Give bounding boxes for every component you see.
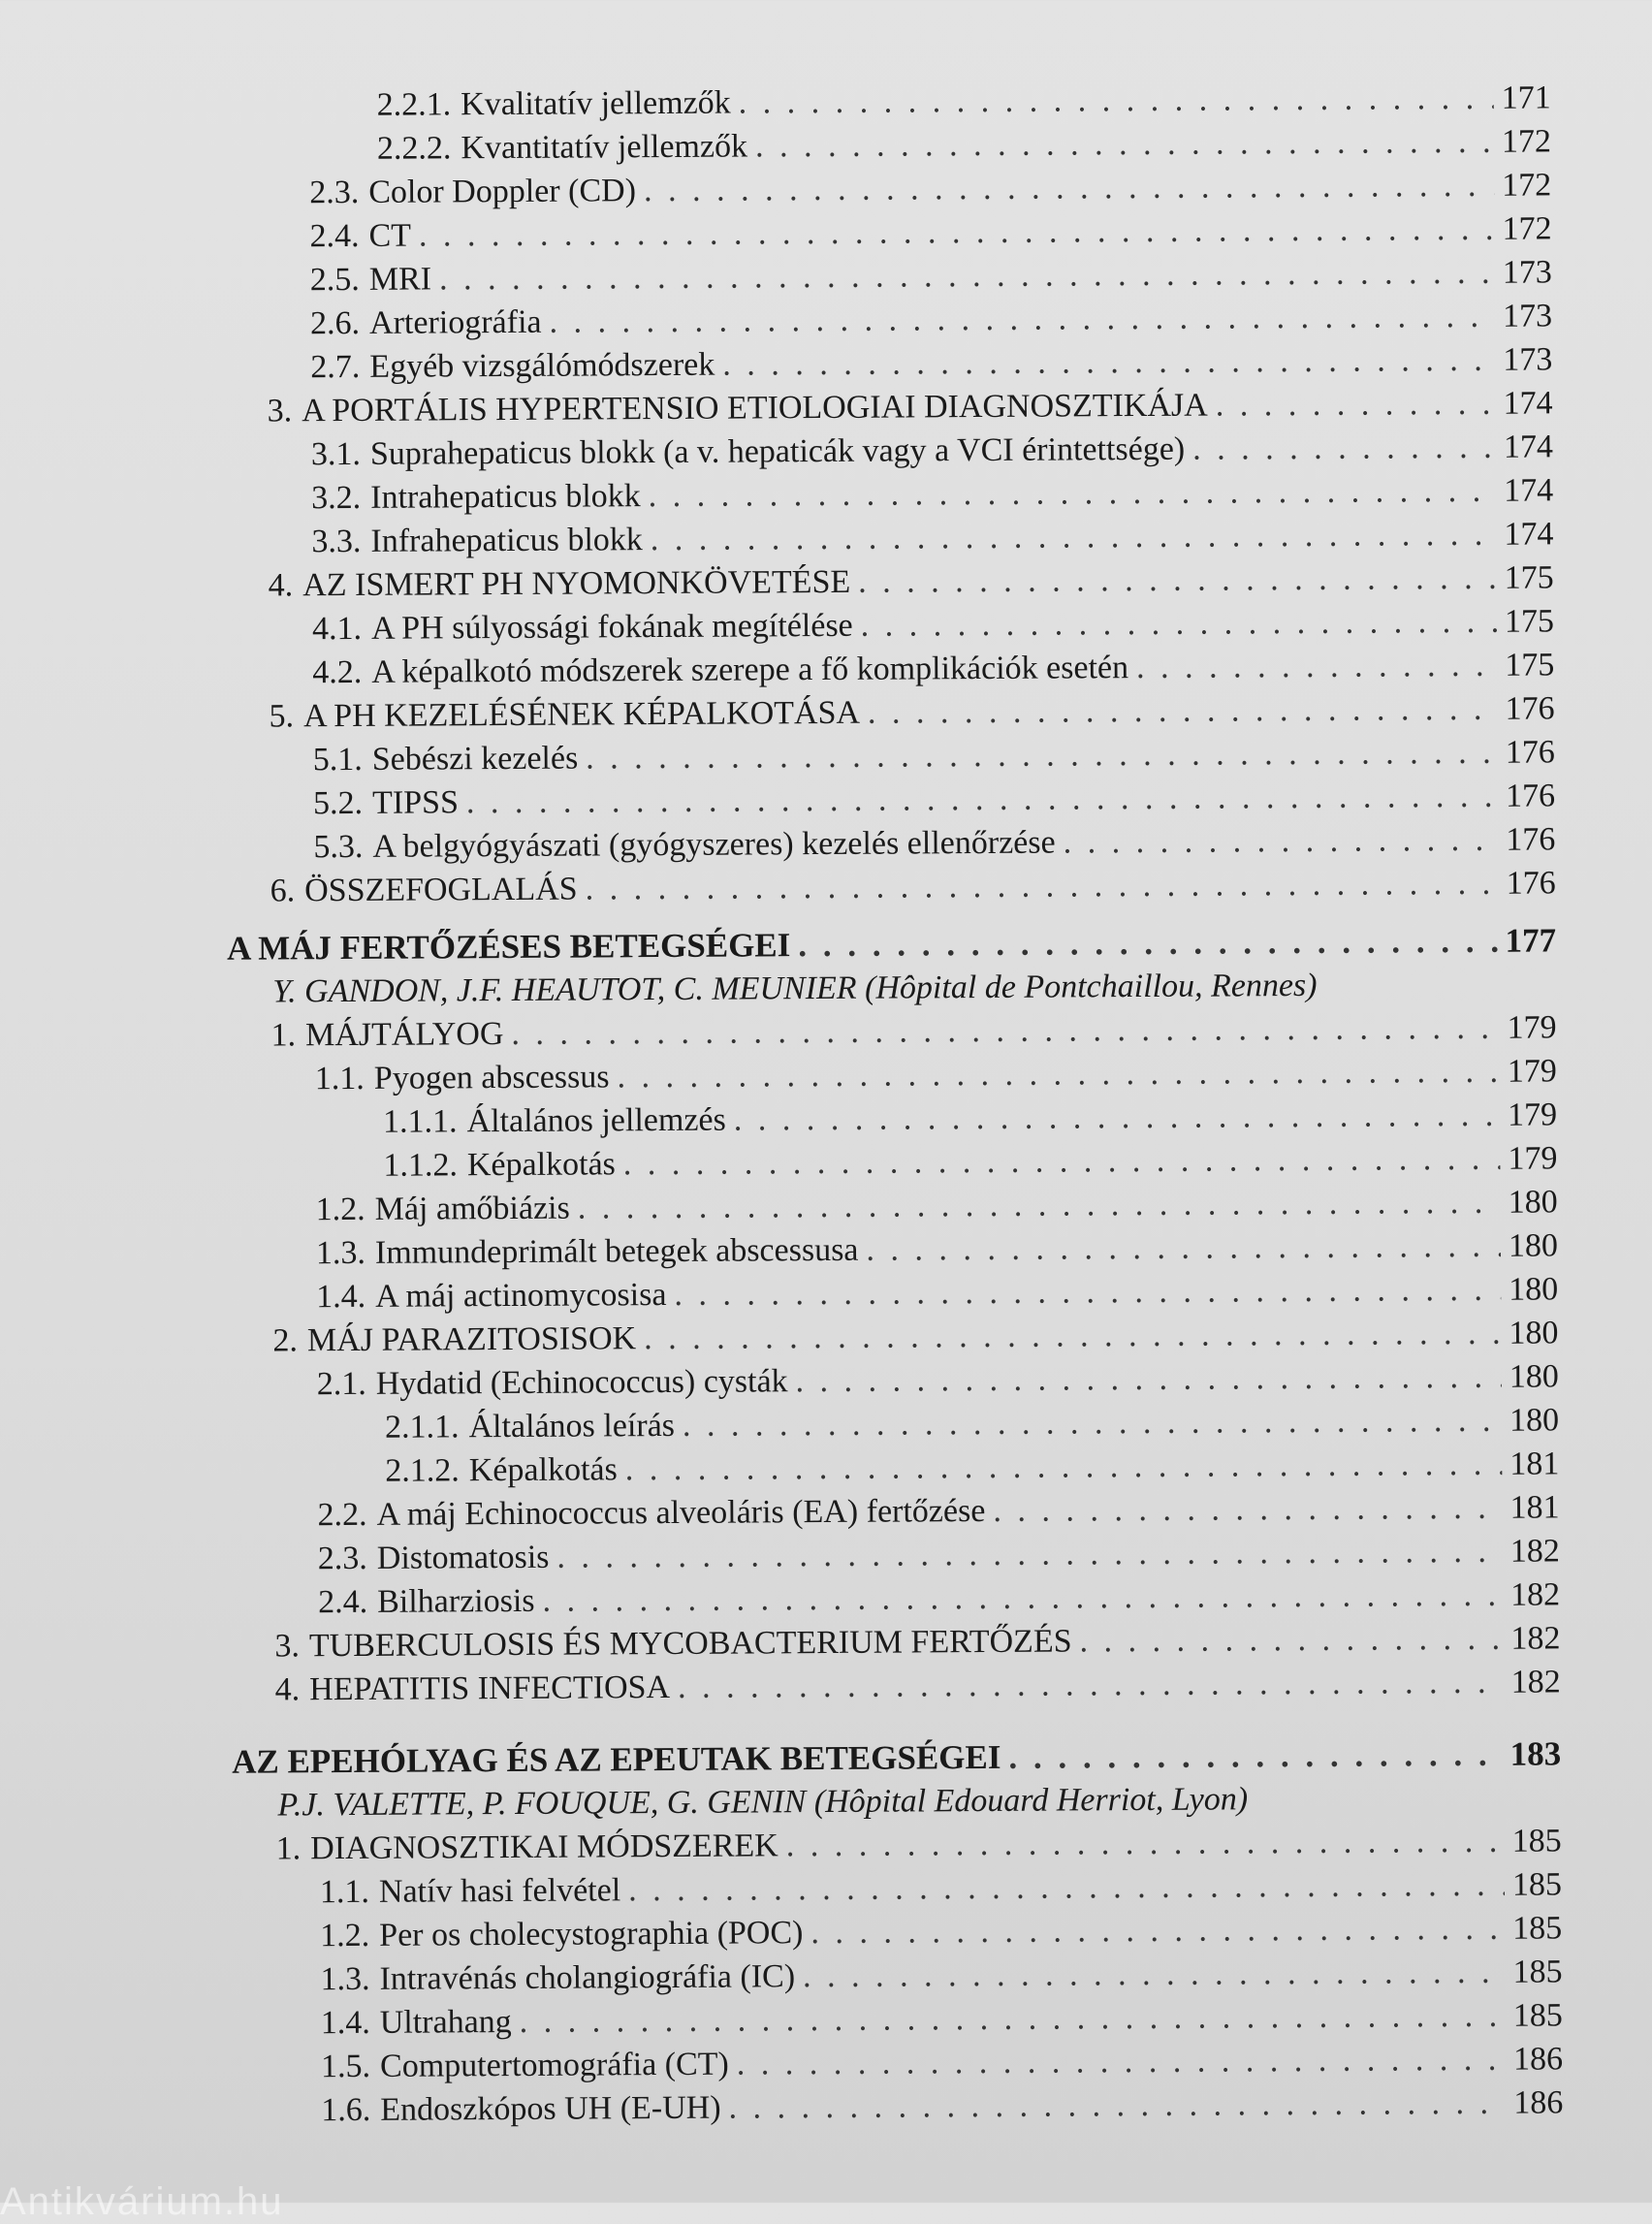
toc-entry-number: 1.2. (315, 1191, 365, 1228)
toc-entry-title: A máj Echinococcus alveoláris (EA) fertőzése (376, 1493, 986, 1533)
dot-leader (737, 2039, 1507, 2086)
toc-entry (317, 1486, 1559, 1537)
toc-page-number: 179 (1507, 1096, 1558, 1133)
toc-entry (320, 1951, 1562, 2001)
toc-entry-number: 2.4. (309, 217, 360, 255)
dot-leader (858, 557, 1497, 604)
toc-page-number: 174 (1503, 429, 1554, 465)
toc-entry-number: 3.2. (311, 479, 362, 517)
dot-leader (586, 863, 1499, 911)
dot-leader (520, 1995, 1506, 2044)
toc-entry (318, 1530, 1560, 1580)
toc-entry (316, 1224, 1558, 1275)
dot-leader (993, 1487, 1502, 1533)
toc-page-number: 180 (1509, 1358, 1559, 1395)
toc-entry-title: Natív hasi felvétel (378, 1872, 621, 1910)
toc-entry (276, 1820, 1562, 1870)
watermark: Antikvárium.hu (0, 2180, 284, 2223)
chapter-authors: Y. GANDON, J.F. HEAUTOT, C. MEUNIER (Hôpital de Pontchaillou, Rennes) (272, 967, 1318, 1010)
toc-entry-number: 1.4. (320, 2004, 370, 2042)
dot-leader (810, 1908, 1505, 1954)
toc-entry (309, 164, 1551, 214)
dot-leader (586, 732, 1498, 780)
dot-leader (798, 920, 1497, 967)
dot-leader (722, 339, 1495, 387)
toc-entry-title: Distomatosis (376, 1539, 550, 1576)
dot-leader (644, 165, 1495, 212)
toc-entry (321, 2081, 1563, 2132)
toc-page-number: 175 (1504, 559, 1554, 596)
dot-leader (1079, 1618, 1503, 1664)
dot-leader (1192, 427, 1496, 471)
toc-entry (272, 1312, 1558, 1362)
toc-entry (309, 207, 1551, 258)
toc-entry-number: 1.1. (319, 1873, 370, 1911)
toc-entry-number: 1.3. (315, 1234, 366, 1272)
toc-page-number: 172 (1502, 210, 1552, 247)
toc-entry (377, 120, 1551, 170)
toc-entry (268, 382, 1553, 432)
toc-entry-number: 1.1.1. (383, 1103, 458, 1140)
dot-leader (419, 208, 1495, 258)
toc-chapter-heading (227, 919, 1556, 969)
toc-page-number: 180 (1508, 1184, 1558, 1221)
toc-entry-title: Per os cholecystographia (POC) (379, 1915, 804, 1954)
toc-entry-title: CT (368, 217, 412, 254)
toc-entry (311, 426, 1553, 476)
toc-entry (274, 1617, 1560, 1668)
toc-entry-title: A képalkotó módszerek szerepe a fő komplikációk esetén (371, 650, 1129, 690)
toc-entry-number: 1.1. (314, 1060, 365, 1097)
dot-leader (755, 121, 1494, 169)
toc-entry-title: A PORTÁLIS HYPERTENSIO ETIOLOGIAI DIAGNOSZTIKÁJA (302, 387, 1208, 429)
toc-entry-title: Arteriográfia (368, 303, 542, 341)
toc-page-number: 180 (1509, 1402, 1560, 1439)
toc-entry-number: 5.1. (312, 741, 363, 778)
toc-page-number: 172 (1502, 167, 1552, 204)
dot-leader (861, 601, 1498, 648)
dot-leader (617, 1051, 1500, 1099)
dot-leader (549, 296, 1495, 344)
toc-entry-number: 1.1.2. (383, 1147, 459, 1184)
toc-page-number: 177 (1505, 921, 1557, 960)
dot-leader (868, 688, 1498, 735)
toc-entry-number: 4. (268, 567, 294, 604)
toc-page-number: 173 (1502, 254, 1552, 291)
toc-entry-title: Intrahepaticus blokk (370, 478, 641, 516)
toc-entry-title: Általános leírás (468, 1407, 676, 1446)
chapter-authors: P.J. VALETTE, P. FOUQUE, G. GENIN (Hôpital Edouard Herriot, Lyon) (277, 1781, 1249, 1824)
toc-entry-number: 3. (274, 1628, 301, 1665)
toc-entry-title: Sebészi kezelés (371, 740, 579, 778)
toc-page-number: 180 (1509, 1315, 1559, 1351)
toc-entry (316, 1181, 1558, 1231)
toc-entry-number: 2.7. (310, 348, 361, 386)
toc-page-number: 182 (1510, 1576, 1561, 1613)
toc-page-number: 185 (1512, 1954, 1563, 1990)
toc-entry (383, 1094, 1557, 1143)
toc-entry-number: 2.1.2. (385, 1452, 460, 1489)
toc-entry-number: 2.1.1. (384, 1409, 460, 1446)
toc-entry (321, 1994, 1563, 2045)
toc-page-number: 179 (1507, 1053, 1557, 1090)
dot-leader (649, 470, 1497, 518)
toc-entry (275, 1661, 1561, 1711)
toc-entry-number: 1. (270, 1017, 297, 1054)
toc-page-number: 174 (1503, 385, 1553, 422)
dot-leader (678, 1662, 1504, 1709)
dot-leader (644, 1313, 1502, 1360)
dot-leader (511, 1007, 1499, 1056)
toc-page-number: 175 (1504, 603, 1555, 640)
dot-leader (466, 776, 1498, 824)
toc-entry-number: 2. (272, 1322, 299, 1359)
toc-page-number: 185 (1511, 1866, 1563, 1903)
toc-entry-number: 1.4. (316, 1278, 366, 1316)
toc-page-number: 174 (1504, 472, 1554, 509)
toc-entry-number: 1.6. (321, 2091, 371, 2129)
dot-leader (803, 1952, 1506, 1998)
toc-entry (312, 600, 1554, 651)
toc-page-number: 172 (1501, 123, 1552, 160)
toc-entry-number: 2.2.2. (376, 130, 452, 167)
dot-leader (1008, 1733, 1502, 1779)
toc-entry-title: AZ EPEHÓLYAG ÉS AZ EPEUTAK BETEGSÉGEI (232, 1737, 1001, 1781)
toc-entry-number: 2.6. (309, 304, 361, 342)
toc-entry-title: ÖSSZEFOGLALÁS (304, 871, 578, 909)
toc-page-number: 185 (1511, 1823, 1562, 1859)
toc-entry-number: 6. (270, 873, 296, 909)
dot-leader (734, 1095, 1501, 1142)
toc-entry-number: 1. (275, 1830, 302, 1867)
toc-entry-title: AZ ISMERT PH NYOMONKÖVETÉSE (302, 563, 851, 604)
toc-entry (270, 862, 1556, 912)
toc-entry-number: 4.2. (312, 653, 363, 691)
toc-entry (320, 1863, 1562, 1914)
toc-entry (318, 1573, 1560, 1624)
toc-page-number: 176 (1506, 865, 1556, 902)
toc-entry-number: 1.3. (320, 1960, 370, 1998)
toc-entry (313, 731, 1555, 781)
toc-entry (377, 77, 1551, 126)
toc-page-number: 185 (1512, 1910, 1563, 1947)
toc-page-number: 185 (1512, 1997, 1563, 2034)
toc-page-number: 181 (1509, 1489, 1560, 1526)
toc-entry (321, 2038, 1563, 2088)
toc-entry (315, 1050, 1557, 1100)
toc-entry-title: Kvalitatív jellemzők (461, 84, 731, 123)
toc-entry (313, 818, 1555, 869)
toc-entry-title: Ultrahang (379, 2003, 512, 2041)
toc-entry-number: 4. (274, 1671, 301, 1708)
toc-entry-number: 1.5. (320, 2048, 371, 2085)
dot-leader (556, 1531, 1503, 1579)
toc-entry-title: Képalkotás (468, 1451, 618, 1489)
toc-entry-title: Immundeprimált betegek abscessusa (374, 1231, 859, 1271)
toc-entry-title: Bilharziosis (377, 1582, 535, 1620)
toc-entry-title: A máj actinomycosisa (375, 1277, 667, 1315)
toc-entry (310, 251, 1552, 302)
dot-leader (651, 514, 1497, 561)
toc-page-number: 182 (1510, 1620, 1561, 1657)
toc-entry (269, 687, 1554, 738)
toc-entry-title: Egyéb vizsgálómódszerek (369, 346, 715, 385)
toc-page-number: 171 (1501, 79, 1551, 116)
toc-page-number: 179 (1508, 1140, 1558, 1177)
toc-entry-number: 2.3. (317, 1540, 367, 1577)
toc-entry (269, 556, 1554, 607)
toc-entry-title: Hydatid (Echinococcus) cysták (375, 1363, 788, 1402)
toc-entry (312, 644, 1554, 694)
dot-leader (578, 1182, 1501, 1230)
toc-entry-number: 3. (267, 393, 293, 429)
toc-page-number: 180 (1508, 1227, 1559, 1264)
toc-entry-title: Computertomográfia (CT) (379, 2046, 729, 2084)
toc-entry-number: 1.2. (320, 1917, 370, 1954)
toc-entry-title: Color Doppler (CD) (368, 173, 637, 210)
toc-page-number: 179 (1507, 1009, 1557, 1046)
toc-entry-number: 2.5. (309, 261, 360, 299)
toc-entry-title: Pyogen abscessus (373, 1059, 610, 1096)
dot-leader (542, 1574, 1503, 1623)
toc-entry-number: 2.3. (309, 174, 360, 211)
dot-leader (1064, 819, 1499, 865)
toc-page-number: 176 (1505, 690, 1555, 727)
toc-entry-number: 2.1. (316, 1365, 366, 1403)
toc-chapter-heading (232, 1732, 1561, 1783)
toc-entry-title: MRI (368, 261, 432, 298)
toc-page-number: 176 (1506, 821, 1556, 858)
dot-leader (674, 1269, 1501, 1317)
toc-entry-title: A PH KEZELÉSÉNEK KÉPALKOTÁSA (302, 694, 861, 735)
toc-entry-number: 3.3. (311, 523, 362, 560)
toc-entry (311, 469, 1553, 520)
toc-entry-title: Intravénás cholangiográfia (IC) (379, 1958, 796, 1997)
toc-entry-number: 5. (269, 698, 295, 735)
dot-leader (683, 1400, 1502, 1447)
toc-entry-title: Általános jellemzés (466, 1101, 726, 1140)
toc-page-number: 174 (1504, 516, 1554, 553)
toc-entry-number: 3.1. (310, 435, 362, 473)
toc-entry-title: TIPSS (371, 784, 460, 821)
dot-leader (739, 78, 1494, 125)
toc-page-number: 183 (1509, 1734, 1562, 1773)
toc-entry-number: 2.2.1. (376, 86, 452, 123)
toc-entry-title: Képalkotás (466, 1146, 616, 1184)
toc-entry (320, 1907, 1562, 1957)
toc-entry-title: MÁJ PARAZITOSISOK (306, 1320, 637, 1359)
toc-entry (383, 1137, 1557, 1187)
toc-entry-number: 5.3. (313, 828, 364, 866)
toc-page-number: 180 (1509, 1271, 1559, 1308)
toc-entry (311, 513, 1553, 563)
toc-page-number: 181 (1509, 1446, 1560, 1482)
toc-page-number: 176 (1505, 778, 1556, 814)
toc-page-number: 182 (1509, 1533, 1560, 1570)
toc-entry (310, 295, 1552, 345)
toc-entry-number: 2.4. (318, 1583, 368, 1621)
dot-leader (786, 1821, 1505, 1868)
toc-entry (385, 1399, 1559, 1448)
toc-page-number: 175 (1505, 647, 1555, 683)
dot-leader (439, 252, 1495, 302)
toc-entry-title: A PH súlyossági fokának megítélése (370, 607, 853, 647)
toc-entry-title: Infrahepaticus blokk (370, 522, 643, 559)
dot-leader (866, 1225, 1501, 1272)
toc-entry (385, 1443, 1559, 1492)
dot-leader (625, 1444, 1503, 1492)
toc-entry (310, 338, 1552, 389)
toc-entry-title: Suprahepaticus blokk (a v. hepaticák vagy a VCI érintettsége) (369, 430, 1186, 472)
toc-entry (316, 1268, 1558, 1319)
toc-entry-title: TUBERCULOSIS ÉS MYCOBACTERIUM FERTŐZÉS (308, 1623, 1072, 1665)
toc-page-number: 173 (1503, 341, 1553, 378)
toc-page-number: 176 (1505, 734, 1555, 771)
dot-leader (795, 1356, 1501, 1403)
toc-entry-title: HEPATITIS INFECTIOSA (309, 1668, 671, 1708)
toc-entry-title: Kvantitatív jellemzők (461, 128, 748, 167)
toc-entry-title: Endoszkópos UH (E-UH) (380, 2089, 721, 2128)
dot-leader (628, 1864, 1505, 1913)
toc-entry-title: DIAGNOSZTIKAI MÓDSZEREK (310, 1827, 778, 1867)
toc-entry-title: A MÁJ FERTŐZÉSES BETEGSÉGEI (226, 926, 791, 968)
dot-leader (623, 1138, 1501, 1187)
toc-entry-title: Máj amőbiázis (374, 1190, 570, 1227)
toc-page-number: 173 (1502, 298, 1553, 334)
toc-entry-title: MÁJTÁLYOG (304, 1016, 504, 1054)
toc-page-number: 182 (1510, 1664, 1561, 1700)
dot-leader (728, 2082, 1506, 2130)
toc-page-number: 186 (1513, 2084, 1564, 2121)
toc-entry (270, 1006, 1556, 1057)
toc-entry-number: 2.2. (317, 1496, 367, 1534)
toc-entry-number: 5.2. (313, 784, 364, 822)
toc-entry (313, 775, 1555, 825)
dot-leader (1216, 383, 1496, 428)
toc-entry-title: A belgyógyászati (gyógyszeres) kezelés ellenőrzése (372, 824, 1056, 865)
toc-entry (317, 1355, 1559, 1406)
toc-page-number: 186 (1512, 2041, 1564, 2078)
dot-leader (1136, 645, 1497, 689)
toc-entry-number: 4.1. (311, 610, 363, 648)
